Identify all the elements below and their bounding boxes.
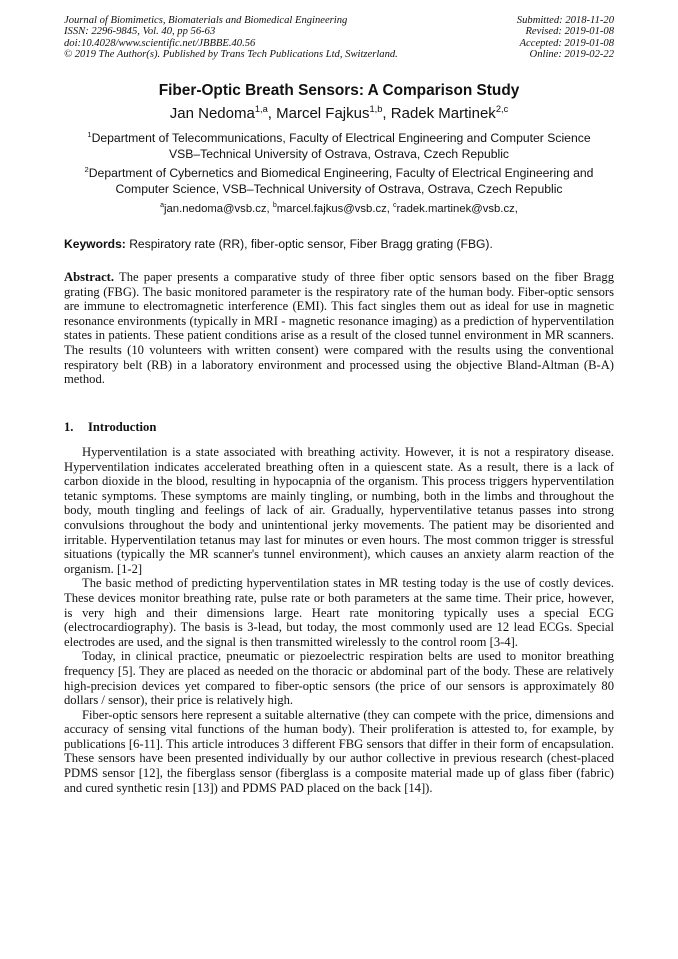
paragraph: Today, in clinical practice, pneumatic or piezoelectric respiration belts are used to monitor breathing frequency [5]. They are placed as needed on the thoracic or abdominal part of the body. These are relatively high-precision devices yet compared to fiber-optic sensors (the price of our sensors is approximately 80 dollars / sensor), their price is relatively high. [64,649,614,708]
section-heading [64,420,156,435]
submission-dates [517,15,614,61]
journal-doi[interactable]: doi:10.4028/www.scientific.net/JBBBE.40.56 [64,37,256,49]
section-number: 1. [64,420,74,434]
email-link[interactable]: jan.nedoma@vsb.cz [164,203,267,215]
keywords-label: Keywords: [64,237,126,251]
email-link[interactable]: marcel.fajkus@vsb.cz [276,203,387,215]
author-emails [0,203,678,215]
abstract-label: Abstract. [64,270,115,284]
abstract-text: The paper presents a comparative study of three fiber optic sensors based on the fiber Bragg grating (FBG). The basic monitored parameter is the respiratory rate of the human body. Fiber-optic sensors are immune to electromagnetic interference (EMI). This fact singles them out as ideal for use in magnetic resonance environments (typically in MRI - magnetic resonance imaging) as a prediction of hyperventilation states in patients. These patient conditions arise as a result of the closed tunnel environment in MR scanners. The results (10 volunteers with written consent) were compared with the results using the conventional respiratory belt (RB) in a laboratory environment and processed using the objective Bland-Altman (B-A) method. [64,270,614,387]
affiliation-2 [70,166,608,197]
paragraph: Fiber-optic sensors here represent a suitable alternative (they can compete with the price, dimensions and accuracy of sensing vital functions of the human body). Their proliferation is attested to, for example, by publications [6-11]. This article introduces 3 different FBG sensors that differ in their form of encapsulation. These sensors have been presented individually by our author collective in previous research (chest-placed PDMS sensor [12], the fiberglass sensor (fiberglass is a composite material made up of glass fiber (fabric) and cured synthetic resin [13]) and PDMS PAD placed on the back [14]). [64,707,614,795]
submitted-date: Submitted: 2018-11-20 [516,15,614,26]
author-separator: , [267,105,277,122]
author-name: Jan Nedoma [169,105,255,122]
abstract [64,270,614,387]
email-link[interactable]: radek.martinek@vsb.cz [396,203,515,215]
email-separator: , [266,203,273,215]
email-separator: , [514,203,518,215]
author-affil-mark: 2,c [495,104,509,114]
introduction-body [64,445,614,795]
keywords-text: Respiratory rate (RR), fiber-optic sensor, Fiber Bragg grating (FBG). [129,237,493,251]
email-mark: a [160,202,165,210]
email-mark: b [272,202,277,210]
journal-name: Journal of Biomimetics, Biomaterials and Biomedical Engineering [64,15,348,26]
email-separator: , [386,203,394,215]
journal-issn: ISSN: 2296-9845, Vol. 40, pp 56-63 [64,26,216,38]
accepted-date: Accepted: 2019-01-08 [519,37,614,49]
affiliation-line: Computer Science, VSB–Technical University of Ostrava, Ostrava, Czech Republic [115,181,563,196]
author-list [0,105,678,122]
paper-title: Fiber-Optic Breath Sensors: A Comparison Study [158,82,520,99]
keywords [64,237,616,251]
affiliation-line: VSB–Technical University of Ostrava, Ostrava, Czech Republic [168,146,510,161]
journal-info [64,15,398,61]
affiliation-mark: 1 [87,129,92,139]
author-name: Radek Martinek [390,105,496,122]
author-separator: , [382,105,391,122]
author-name: Marcel Fajkus [276,105,370,122]
online-date: Online: 2019-02-22 [529,49,614,61]
paragraph: The basic method of predicting hyperventilation states in MR testing today is the use of costly devices. These devices monitor breathing rate, pulse rate or both parameters at the same time. Their price, however, is very high and their dimensions large. Heart rate monitoring typically uses a special ECG (electrocardiography). The basis is 3-lead, but today, the most commonly used are 12 lead ECGs. Special electrodes are used, and the signal is then transmitted wirelessly to the control room [3-4]. [64,576,614,649]
affiliation-line: Department of Cybernetics and Biomedical Engineering, Faculty of Electrical Engineering and [88,166,594,180]
affiliation-mark: 2 [84,164,89,174]
journal-copyright: © 2019 The Author(s). Published by Trans Tech Publications Ltd, Switzerland. [64,49,398,61]
section-title: Introduction [88,420,157,434]
author-affil-mark: 1,b [369,104,383,114]
affiliation-line: Department of Telecommunications, Faculty of Electrical Engineering and Computer Science [91,131,591,145]
paragraph: Hyperventilation is a state associated with breathing activity. However, it is not a respiratory disease. Hyperventilation indicates accelerated breathing often in a quiescent state. As a result, there is a lack of carbon dioxide in the blood, resulting in hypocapnia of the organism. This process triggers hyperventilation tetanic symptoms. These symptoms are mainly tingling, or numbing, both in the limbs and throughout the body, mouth tingling and feelings of lack of air. Gradually, hyperventilative tetanus passes into strong convulsions throughout the body and unintentional jerky movements. The patient may be disoriented and irritable. Hyperventilation tetanus may last for minutes or even hours. The most common trigger is stressful situations (typically the MR scanner's tunnel environment), which causes an anxiety alarm reaction of the organism. [1-2] [64,445,614,576]
revised-date: Revised: 2019-01-08 [525,26,614,38]
email-mark: c [393,202,397,210]
affiliation-1 [70,131,608,162]
author-affil-mark: 1,a [254,104,268,114]
